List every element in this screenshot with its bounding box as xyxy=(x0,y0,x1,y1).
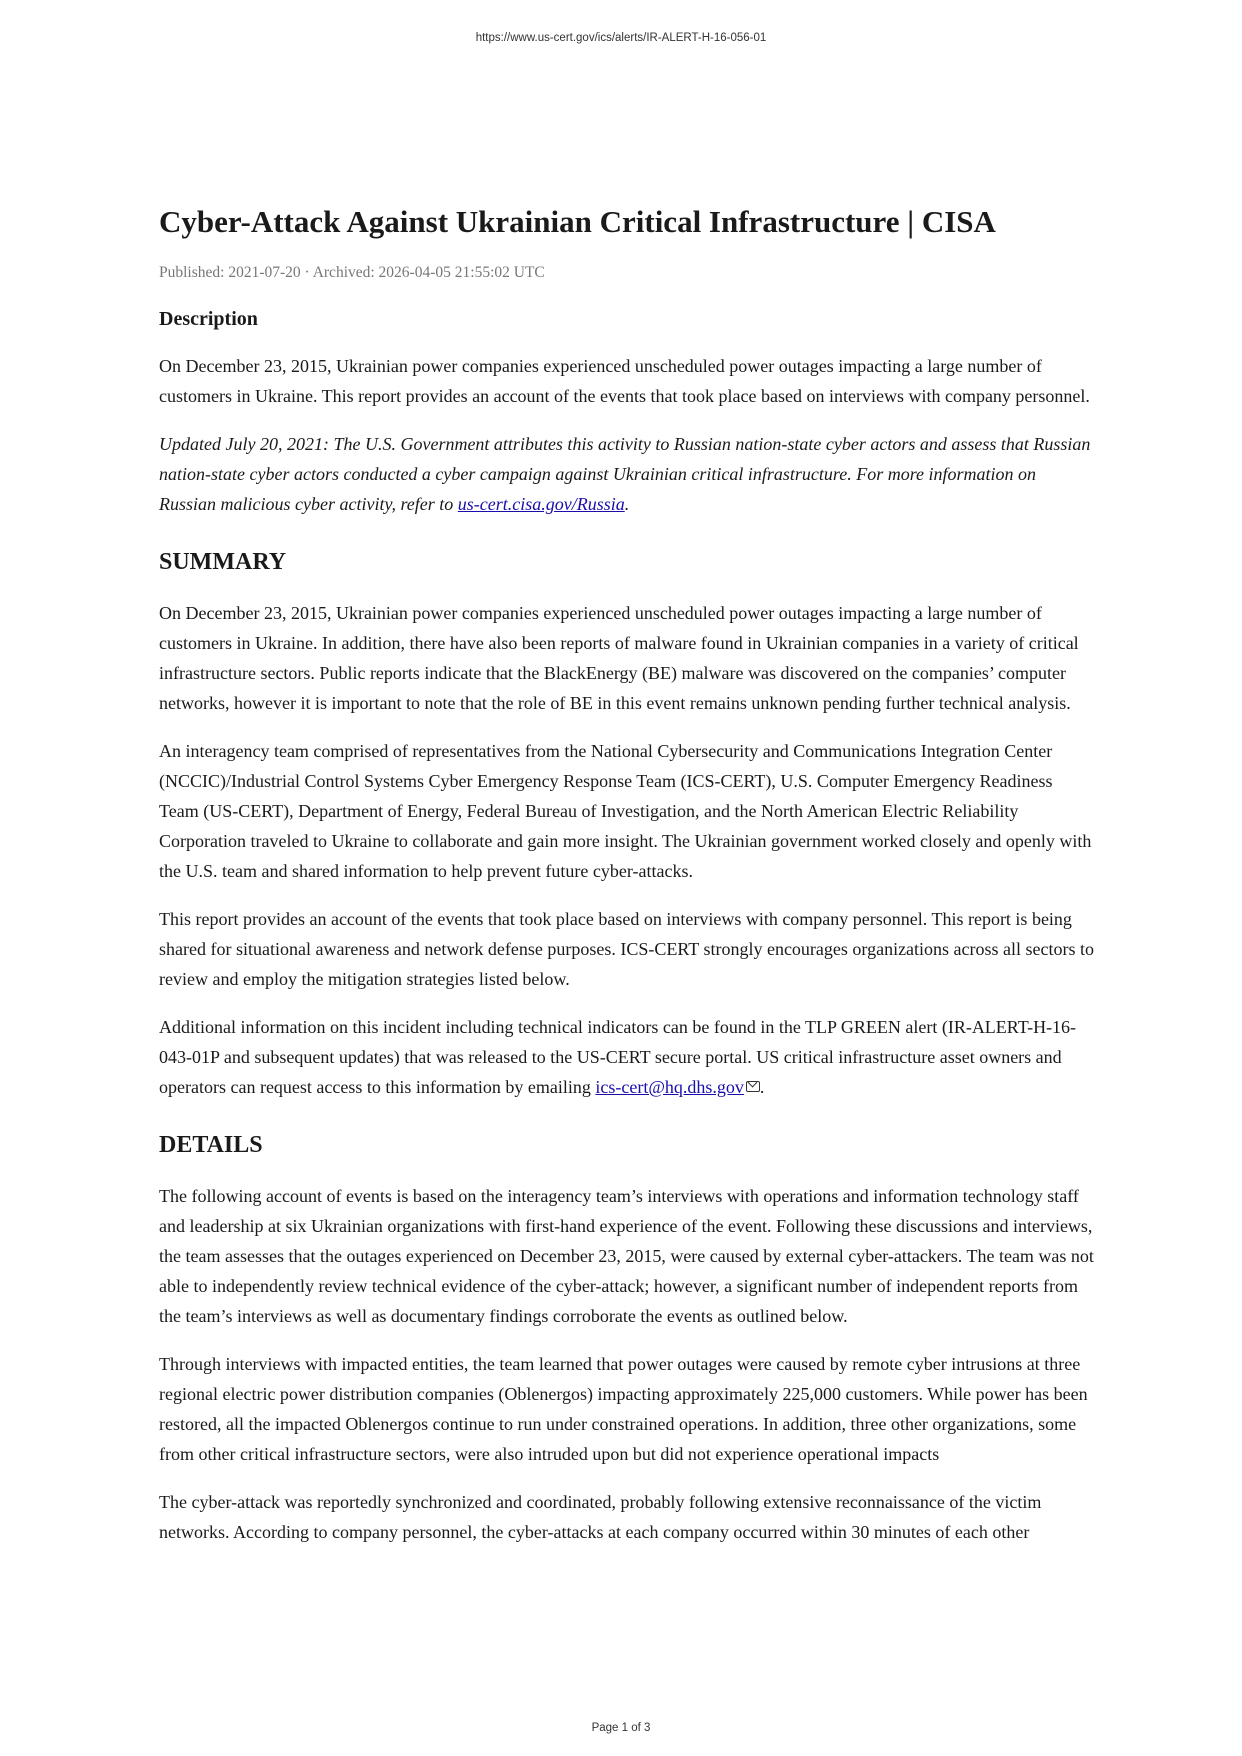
email-link[interactable]: ics-cert@hq.dhs.gov xyxy=(595,1077,744,1097)
mail-icon xyxy=(746,1081,760,1092)
publish-meta: Published: 2021-07-20 · Archived: 2026-04-05 21:55:02 UTC xyxy=(159,264,545,281)
summary-paragraph: On December 23, 2015, Ukrainian power companies experienced unscheduled power outages impacting a large number of customers in Ukraine. In addition, there have also been reports of malware found in Ukrainian companies in a variety of critical infrastructure sectors. Public reports indicate that the BlackEnergy (BE) malware was discovered on the companies’ computer networks, however it is important to note that the role of BE in this event remains unknown pending further technical analysis. xyxy=(159,603,1079,713)
summary-paragraph: This report provides an account of the events that took place based on interviews with company personnel. This report is being shared for situational awareness and network defense purposes. ICS-CERT strongly encourages organizations across all sectors to review and employ the mitigation strategies listed below. xyxy=(159,909,1095,989)
details-paragraph: The cyber-attack was reportedly synchronized and coordinated, probably following extensive reconnaissance of the victim networks. According to company personnel, the cyber-attacks at each company occurred within 30 minutes of each other xyxy=(159,1492,1042,1542)
p4-end: . xyxy=(759,1077,765,1097)
russia-link[interactable]: us-cert.cisa.gov/Russia xyxy=(457,494,625,514)
summary-paragraph: An interagency team comprised of representatives from the National Cybersecurity and Communications Integration Center (NCCIC)/Industrial Control Systems Cyber Emergency Response Team (ICS-CERT), U.S. Computer Emergency Readiness Team (US-CERT), Department of Energy, Federal Bureau of Investigation, and the North American Electric Reliability Corporation traveled to Ukraine to collaborate and gain more insight. The Ukrainian government worked closely and openly with the U.S. team and shared information to help prevent future cyber-attacks. xyxy=(159,741,1092,881)
description-paragraph: On December 23, 2015, Ukrainian power companies experienced unscheduled power outages impacting a large number of customers in Ukraine. This report provides an account of the events that took place based on interviews with company personnel. xyxy=(159,356,1090,406)
summary-heading: SUMMARY xyxy=(159,549,287,575)
page-title: Cyber-Attack Against Ukrainian Critical Infrastructure | CISA xyxy=(159,204,996,239)
details-heading: DETAILS xyxy=(159,1132,263,1158)
update-end: . xyxy=(624,494,630,514)
update-note xyxy=(159,429,1094,519)
details-paragraph: Through interviews with impacted entities, the team learned that power outages were caused by remote cyber intrusions at three regional electric power distribution companies (Oblenergos) impacting approximately 225,000 customers. While power has been restored, all the impacted Oblenergos continue to run under constrained operations. In addition, three other organizations, some from other critical infrastructure sectors, were also intruded upon but did not experience operational impacts xyxy=(159,1354,1088,1464)
article xyxy=(159,202,1094,1565)
page-number: Page 1 of 3 xyxy=(591,1722,651,1734)
page-url-header: https://www.us-cert.gov/ics/alerts/IR-ALERT-H-16-056-01 xyxy=(475,32,767,44)
description-heading: Description xyxy=(159,308,258,330)
update-text: Updated July 20, 2021: The U.S. Government attributes this activity to Russian nation-state cyber actors and assess that Russian nation-state cyber actors conducted a cyber campaign against Ukrainian critical infrastructure. For more information on Russian malicious cyber activity, refer to xyxy=(159,434,1091,514)
details-paragraph: The following account of events is based on the interagency team’s interviews with operations and information technology staff and leadership at six Ukrainian organizations with first-hand experience of the event. Following these discussions and interviews, the team assesses that the outages experienced on December 23, 2015, were caused by external cyber-attackers. The team was not able to independently review technical evidence of the cyber-attack; however, a significant number of independent reports from the team’s interviews as well as documentary findings corroborate the events as outlined below. xyxy=(159,1186,1094,1326)
summary-paragraph xyxy=(159,1012,1094,1102)
summary-p4-text: Additional information on this incident including technical indicators can be found in the TLP GREEN alert (IR-ALERT-H-16-043-01P and subsequent updates) that was released to the US-CERT secure portal. US critical infrastructure asset owners and operators can request access to this information by emailing xyxy=(159,1017,1077,1097)
